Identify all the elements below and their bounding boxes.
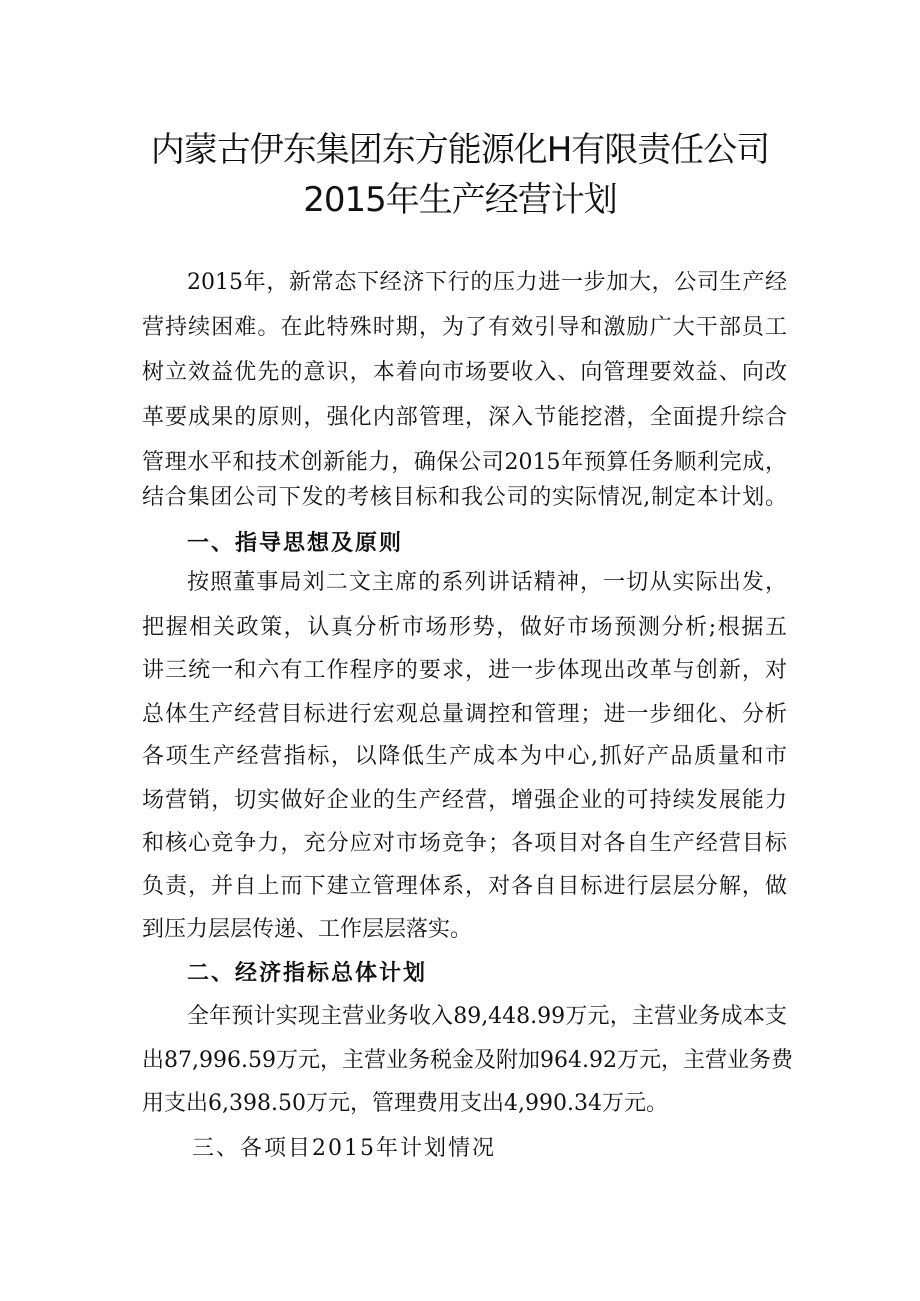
section1-line: 各项生产经营指标，以降低生产成本为中心,抓好产品质量和市 [142, 744, 787, 769]
section1-line: 到压力层层传递、工作层层落实。 [142, 917, 473, 942]
intro-line: 结合集团公司下发的考核目标和我公司的实际情况,制定本计划。 [142, 485, 787, 510]
section1-line: 按照董事局刘二文主席的系列讲话精神，一切从实际出发， [187, 570, 787, 595]
section-heading-3: 三、各项目2015年计划情况 [192, 1136, 496, 1161]
section-heading-1: 一、指导思想及原则 [187, 530, 404, 556]
section1-line: 讲三统一和六有工作程序的要求，进一步体现出改革与创新，对 [142, 658, 787, 683]
intro-line: 营持续困难。在此特殊时期，为了有效引导和激励广大干部员工 [142, 315, 787, 340]
section1-line: 负责，并自上而下建立管理体系，对各自目标进行层层分解，做 [142, 874, 787, 899]
intro-line: 2015年，新常态下经济下行的压力进一步加大，公司生产经 [187, 270, 787, 295]
section1-line: 和核心竞争力，充分应对市场竞争；各项目对各自生产经营目标 [142, 831, 787, 856]
section2-line: 用支出6,398.50万元，管理费用支出4,990.34万元。 [142, 1091, 668, 1116]
section1-line: 总体生产经营目标进行宏观总量调控和管理；进一步细化、分析 [142, 702, 787, 727]
intro-line: 革要成果的原则，强化内部管理，深入节能挖潜，全面提升综合 [142, 405, 787, 430]
section1-line: 场营销，切实做好企业的生产经营，增强企业的可持续发展能力 [142, 788, 787, 813]
intro-line: 树立效益优先的意识，本着向市场要收入、向管理要效益、向改 [142, 360, 787, 385]
section2-line: 全年预计实现主营业务收入89,448.99万元，主营业务成本支 [187, 1004, 787, 1029]
document-title-line-1: 内蒙古伊东集团东方能源化H有限责任公司 [150, 130, 770, 170]
section2-line: 出87,996.59万元，主营业务税金及附加964.92万元，主营业务费 [142, 1048, 793, 1073]
document-title-line-2: 2015年生产经营计划 [303, 180, 617, 220]
section1-line: 把握相关政策，认真分析市场形势，做好市场预测分析;根据五 [142, 615, 787, 640]
section-heading-2: 二、经济指标总体计划 [187, 960, 428, 986]
intro-line: 管理水平和技术创新能力，确保公司2015年预算任务顺利完成， [142, 450, 787, 475]
